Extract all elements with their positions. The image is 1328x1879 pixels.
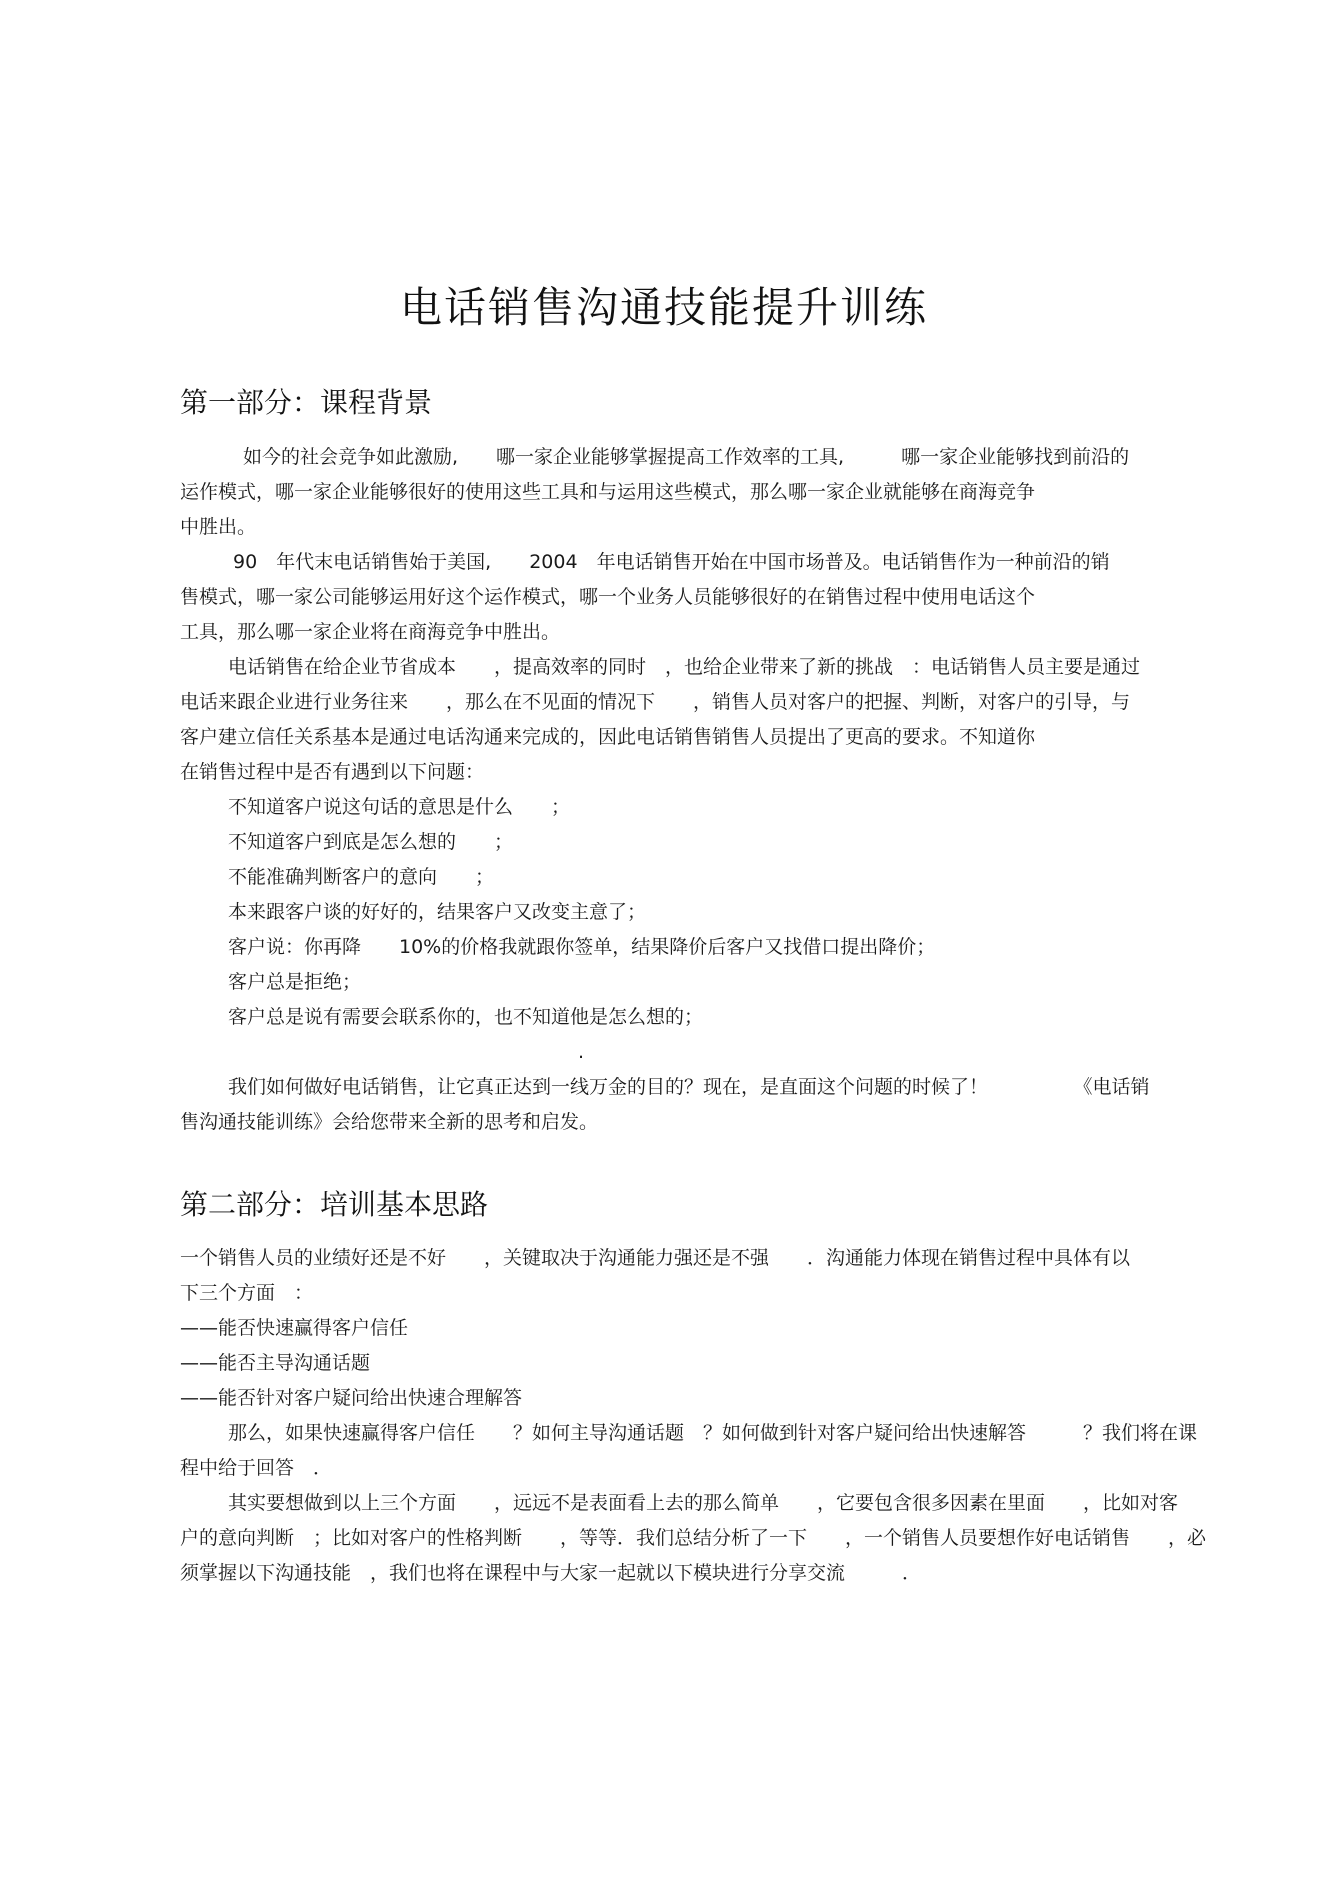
list-item: 不知道客户说这句话的意思是什么 ； — [228, 796, 571, 818]
section1-heading: 第一部分：课程背景 — [180, 386, 433, 419]
paragraph-line: 电话来跟企业进行业务往来 ，那么在不见面的情况下 ，销售人员对客户的把握、判断，对客户的引导，与 — [180, 691, 1131, 713]
paragraph-line: 那么，如果快速赢得客户信任 ？如何主导沟通话题 ？如何做到针对客户疑问给出快速解答 ？我们将在课 — [228, 1422, 1198, 1444]
paragraph-line: 中胜出。 — [180, 516, 257, 538]
paragraph-line: 在销售过程中是否有遇到以下问题： — [180, 761, 485, 783]
paragraph-line: 须掌握以下沟通技能 ，我们也将在课程中与大家一起就以下模块进行分享交流 ． — [180, 1562, 922, 1584]
paragraph-line: 运作模式，哪一家企业能够很好的使用这些工具和与运用这些模式，那么哪一家企业就能够在商海竞争 — [180, 481, 1036, 503]
document-title: 电话销售沟通技能提升训练 — [399, 283, 928, 332]
list-item: 客户说：你再降 10%的价格我就跟你签单，结果降价后客户又找借口提出降价； — [228, 936, 936, 958]
list-item: ——能否主导沟通话题 — [180, 1352, 371, 1374]
paragraph-line: 工具，那么哪一家企业将在商海竞争中胜出。 — [180, 621, 561, 643]
paragraph-line: 电话销售在给企业节省成本 ，提高效率的同时 ，也给企业带来了新的挑战 ：电话销售人员主要是通过 — [228, 656, 1141, 678]
list-item: ——能否快速赢得客户信任 — [180, 1317, 409, 1339]
section2-heading: 第二部分：培训基本思路 — [180, 1188, 489, 1221]
paragraph-line: 如今的社会竞争如此激励, 哪一家企业能够掌握提高工作效率的工具, 哪一家企业能够找到前沿的 — [243, 446, 1130, 468]
list-item: 不能准确判断客户的意向 ； — [228, 866, 495, 888]
list-item: 客户总是说有需要会联系你的，也不知道他是怎么想的； — [228, 1006, 704, 1028]
list-item: 本来跟客户谈的好好的，结果客户又改变主意了； — [228, 901, 647, 923]
paragraph-line: 程中给于回答 ． — [180, 1457, 333, 1479]
paragraph-line: 一个销售人员的业绩好还是不好 ，关键取决于沟通能力强还是不强 ．沟通能力体现在销售过程中具体有以 — [180, 1247, 1131, 1269]
paragraph-line: 其实要想做到以上三个方面 ，远远不是表面看上去的那么简单 ，它要包含很多因素在里面 ，比如对客 — [228, 1492, 1179, 1514]
paragraph-line: 90 年代末电话销售始于美国, 2004 年电话销售开始在中国市场普及。电话销售作为一种前沿的销 — [233, 551, 1110, 573]
paragraph-line: 我们如何做好电话销售，让它真正达到一线万金的目的？现在，是直面这个问题的时候了！ 《电话销 — [228, 1076, 1150, 1098]
paragraph-line: 售沟通技能训练》会给您带来全新的思考和启发。 — [180, 1111, 599, 1133]
paragraph-line: 客户建立信任关系基本是通过电话沟通来完成的，因此电话销售销售人员提出了更高的要求。不知道你 — [180, 726, 1036, 748]
stray-dot: . — [578, 1041, 585, 1063]
list-item: 客户总是拒绝； — [228, 971, 362, 993]
list-item: 不知道客户到底是怎么想的 ； — [228, 831, 514, 853]
list-item: ——能否针对客户疑问给出快速合理解答 — [180, 1387, 523, 1409]
paragraph-line: 下三个方面 ： — [180, 1282, 314, 1304]
paragraph-line: 户的意向判断 ；比如对客户的性格判断 ，等等．我们总结分析了一下 ，一个销售人员要想作好电话销售 ，必 — [180, 1527, 1207, 1549]
paragraph-line: 售模式，哪一家公司能够运用好这个运作模式，哪一个业务人员能够很好的在销售过程中使用电话这个 — [180, 586, 1036, 608]
